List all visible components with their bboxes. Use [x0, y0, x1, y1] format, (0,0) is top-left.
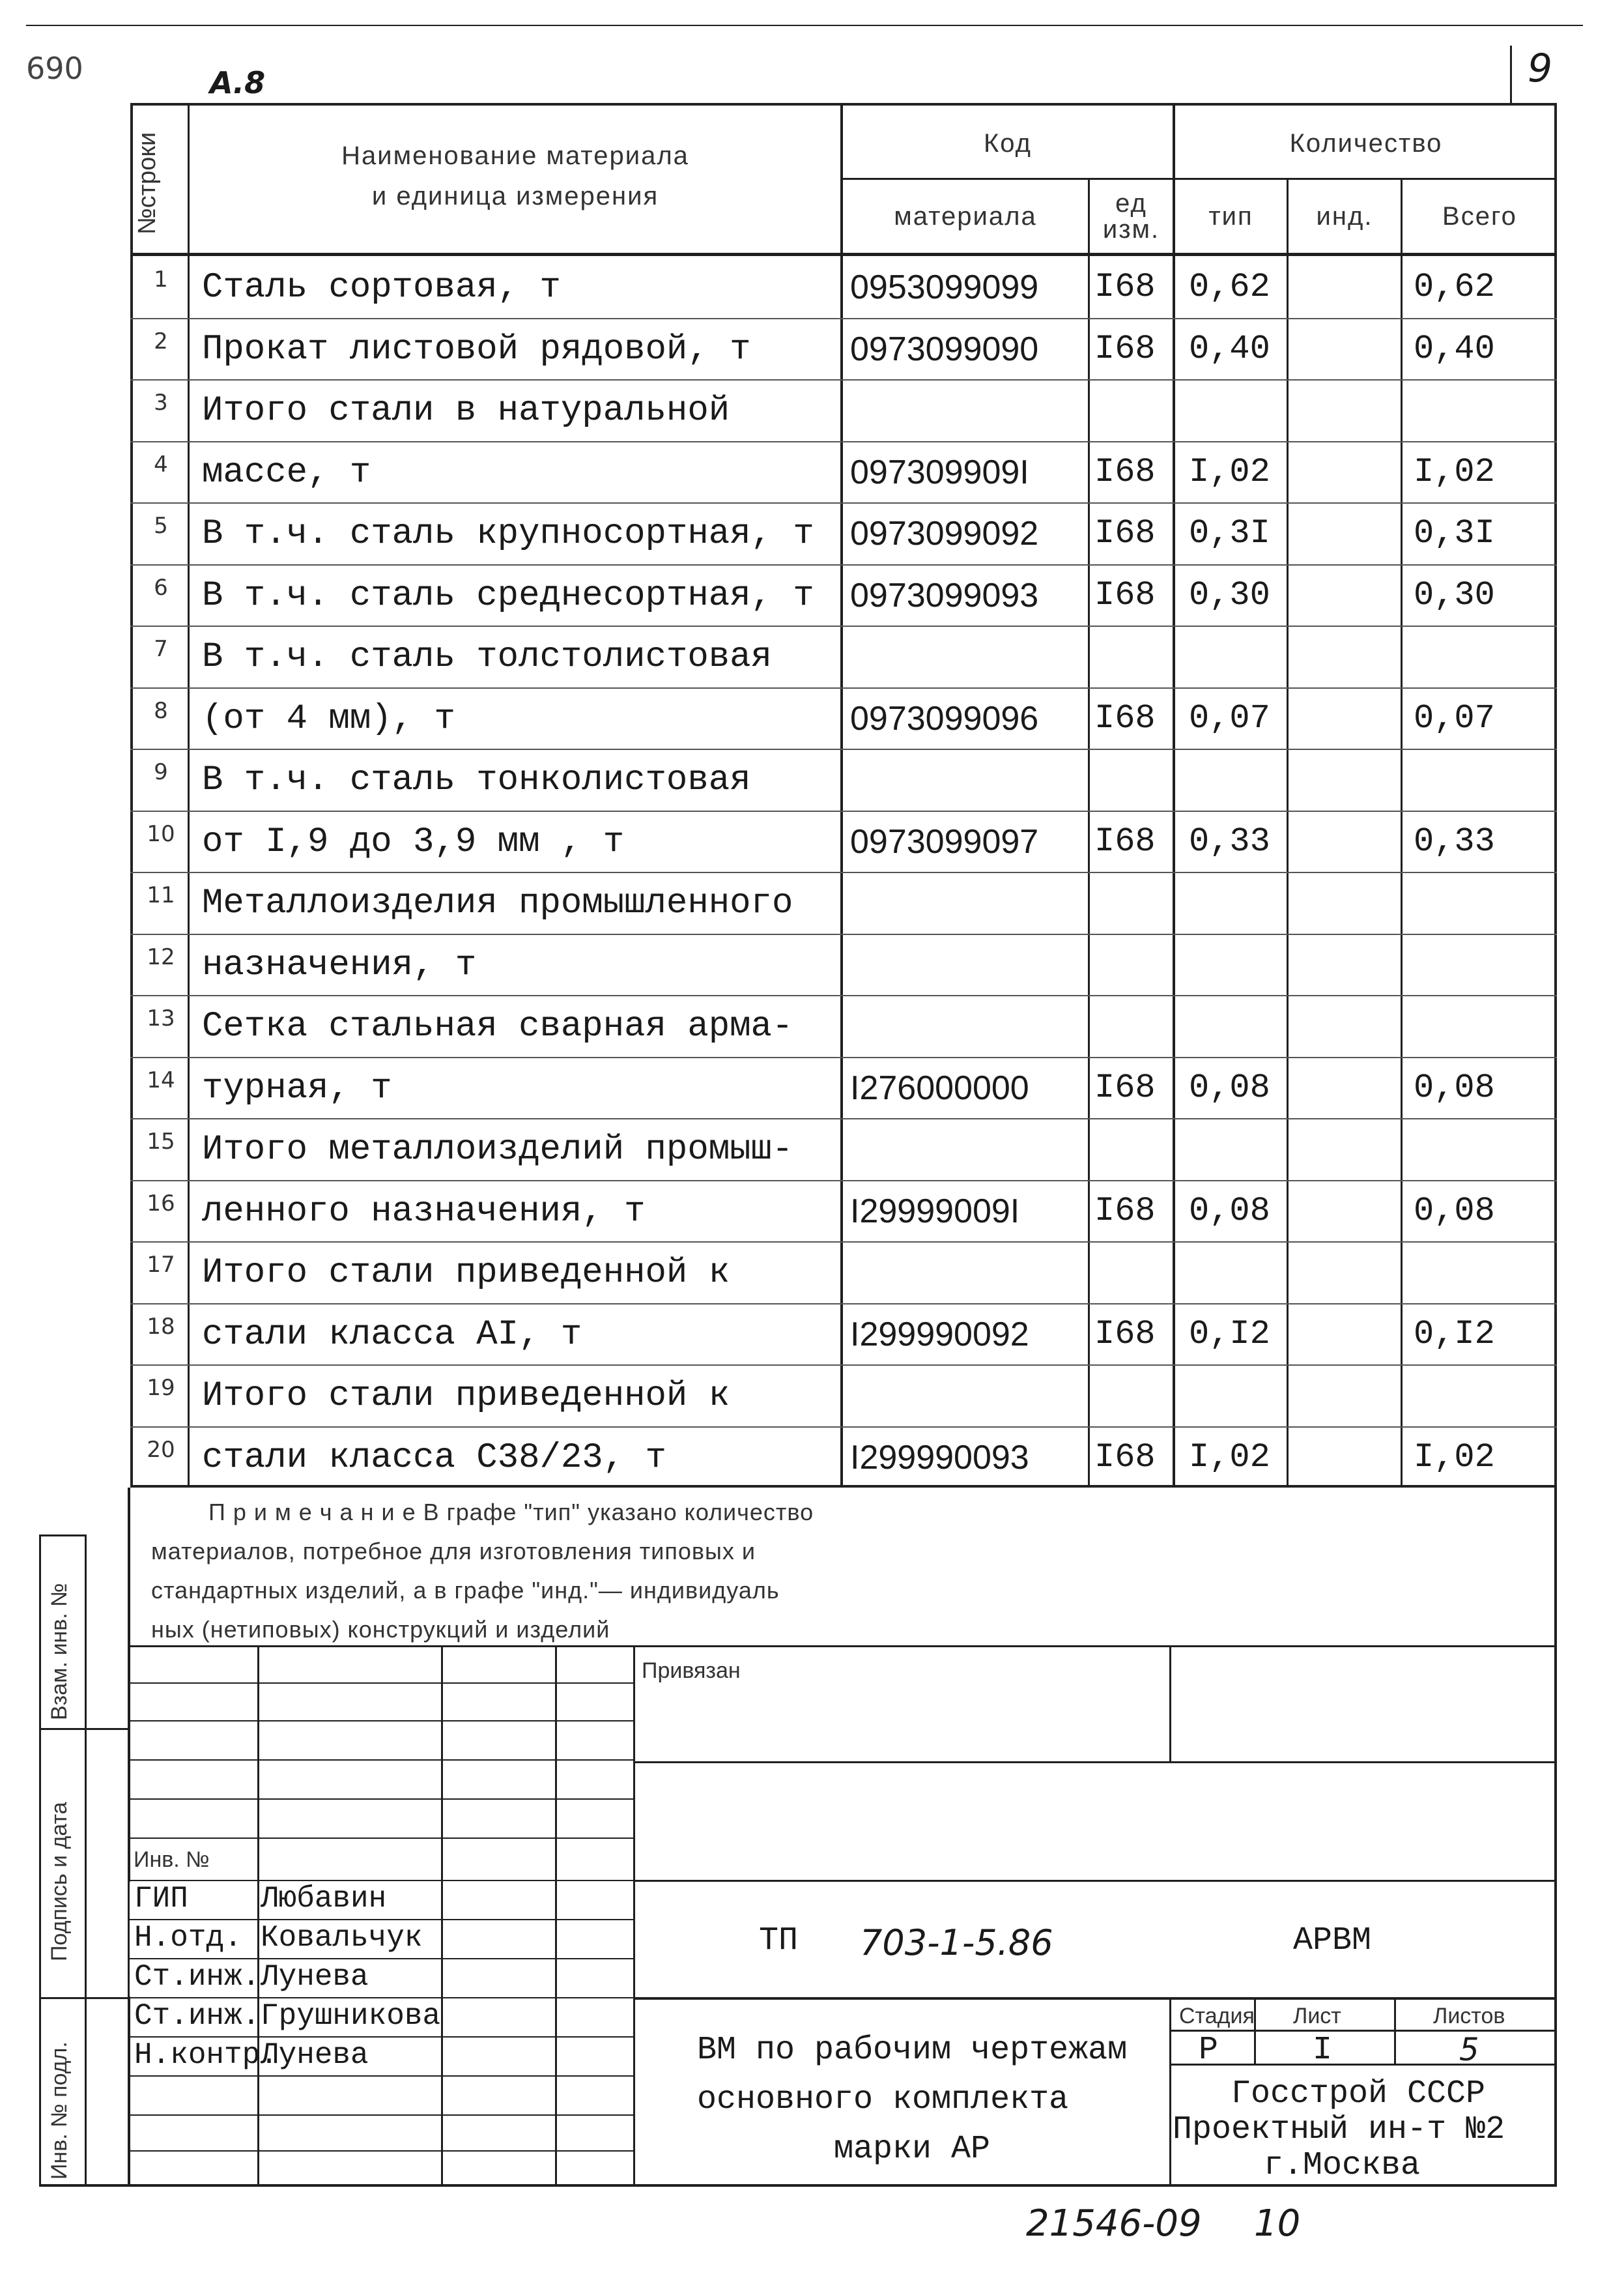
material-code: I299990092 [850, 1315, 1029, 1353]
desc-line-3: марки АР [834, 2131, 991, 2168]
row-line [130, 1364, 1557, 1366]
row-number: 18 [147, 1313, 175, 1340]
sheet-value: I [1313, 2032, 1333, 2069]
material-name: (от 4 мм), т [202, 699, 455, 739]
header-code: Код [983, 129, 1032, 158]
material-code: 0973099092 [850, 515, 1039, 553]
tb-left-row-1 [128, 1682, 633, 1684]
staff-name: Любавин [261, 1882, 387, 1916]
org-line-2: Проектный ин-т №2 [1173, 2111, 1505, 2148]
row-line [130, 1426, 1557, 1428]
unit-code: I68 [1094, 575, 1156, 614]
staff-name: Лунева [261, 1960, 369, 1994]
row-line [130, 564, 1557, 566]
tb-title-top [633, 1880, 1557, 1882]
sheets-value: 5 [1459, 2032, 1479, 2068]
tb-stage-bottom [1169, 2064, 1557, 2066]
tb-left-row-2 [128, 1720, 633, 1722]
material-name: турная, т [202, 1068, 392, 1108]
staff-name: Грушникова [261, 1999, 441, 2033]
unit-code: I68 [1094, 822, 1156, 861]
tb-outer-right [1554, 1488, 1557, 2186]
row-number: 9 [154, 759, 168, 785]
row-number: 13 [147, 1005, 175, 1031]
header-bottom-line [130, 253, 1557, 256]
tb-title-bottom [633, 1997, 1557, 2000]
tb-left-row-9 [128, 1997, 633, 1998]
row-line [130, 379, 1557, 381]
row-number: 19 [147, 1375, 175, 1401]
qty-type: 0,I2 [1189, 1314, 1270, 1353]
row-number: 2 [154, 328, 168, 354]
header-name-line2: и единица измерения [371, 182, 659, 210]
desc-line-1: ВМ по рабочим чертежам [697, 2032, 1128, 2069]
qty-total: 0,40 [1414, 329, 1495, 368]
row-line [130, 1057, 1557, 1058]
staff-name: Ковальчук [261, 1921, 423, 1955]
row-line [130, 749, 1557, 750]
note-line-1: П р и м е ч а н и е В графе "тип" указано количество [208, 1499, 814, 1525]
tb-left-row-5 [128, 1837, 633, 1839]
col-line-type [1287, 178, 1289, 1488]
header-name [190, 111, 841, 241]
qty-total: 0,62 [1414, 268, 1495, 306]
stage-label: Стадия [1179, 2004, 1255, 2028]
material-code: 0953099099 [850, 268, 1039, 306]
tb-left-row-12 [128, 2114, 633, 2116]
note-line-4: ных (нетиповых) конструкций и изделий [151, 1616, 610, 1643]
qty-type: I,02 [1189, 452, 1270, 491]
col-line-code [1088, 178, 1090, 1488]
material-name: Прокат листовой рядовой, т [202, 329, 751, 369]
row-number: 11 [147, 882, 175, 908]
row-line [130, 811, 1557, 812]
page-number-box-divider [1510, 46, 1512, 104]
material-code: 0973099093 [850, 576, 1039, 614]
material-name: В т.ч. сталь среднесортная, т [202, 575, 814, 616]
staff-col-line-3 [555, 1882, 557, 2186]
side-col-right [85, 1535, 87, 2186]
col-line-ind [1401, 178, 1403, 1488]
side-col-bottom [39, 2184, 1557, 2187]
unit-code: I68 [1094, 329, 1156, 368]
qty-type: 0,07 [1189, 699, 1270, 738]
side-label-podpis: Подпись и дата [47, 1802, 72, 1961]
sheets-label: Листов [1433, 2004, 1505, 2028]
staff-name: Лунева [261, 2038, 369, 2072]
material-name: В т.ч. сталь толстолистовая [202, 637, 772, 677]
row-number: 17 [147, 1252, 175, 1278]
side-div-2 [39, 1997, 130, 1999]
material-name: от I,9 до 3,9 мм , т [202, 822, 625, 862]
qty-total: 0,08 [1414, 1068, 1495, 1107]
tb-outer-left [128, 1488, 130, 2186]
staff-row-line-1 [128, 1919, 633, 1920]
row-line [130, 1241, 1557, 1243]
side-col-top [39, 1535, 87, 1536]
unit-code: I68 [1094, 1191, 1156, 1230]
material-name: назначения, т [202, 945, 477, 985]
page-number: 9 [1528, 46, 1553, 91]
staff-col-line-2 [441, 1882, 443, 2186]
side-div-1 [39, 1728, 130, 1730]
unit-code: I68 [1094, 1314, 1156, 1353]
qty-type: 0,3I [1189, 514, 1270, 553]
row-line [130, 1118, 1557, 1119]
tb-left-row-6 [128, 1880, 633, 1881]
material-name: Сталь сортовая, т [202, 268, 561, 308]
row-line [130, 1303, 1557, 1304]
unit-code: I68 [1094, 1437, 1156, 1477]
row-line [130, 318, 1557, 319]
qty-type: 0,33 [1189, 822, 1270, 861]
row-number: 7 [154, 636, 168, 662]
staff-role: Н.отд. [134, 1921, 242, 1955]
tb-left-grid-col4 [633, 1645, 635, 2186]
staff-row-line-2 [128, 1958, 633, 1959]
material-name: Итого стали приведенной к [202, 1376, 730, 1416]
tb-left-row-13 [128, 2150, 633, 2152]
footer-code: 21546-09 [1026, 2202, 1202, 2245]
material-code: I276000000 [850, 1069, 1029, 1107]
qty-type: 0,62 [1189, 268, 1270, 306]
header-qty-ind: инд. [1316, 202, 1373, 231]
material-code: I299990093 [850, 1438, 1029, 1477]
tb-top [128, 1645, 1557, 1647]
material-name: В т.ч. сталь тонколистовая [202, 760, 751, 800]
header-qty-type: тип [1208, 202, 1253, 231]
row-number: 14 [147, 1067, 175, 1093]
row-number: 4 [154, 451, 168, 478]
qty-total: I,02 [1414, 1437, 1495, 1477]
row-line [130, 626, 1557, 627]
col-line-unit [1173, 103, 1175, 1488]
staff-role: Ст.инж. [134, 1960, 261, 1994]
qty-total: I,02 [1414, 452, 1495, 491]
row-number: 1 [154, 267, 168, 293]
album-label: А.8 [210, 65, 266, 100]
header-quantity: Количество [1289, 129, 1443, 158]
unit-code: I68 [1094, 452, 1156, 491]
tb-stage-label-line [1169, 2030, 1557, 2032]
top-border-line [26, 25, 1583, 26]
tb-stage-left [1169, 1997, 1171, 2186]
material-name: Итого стали в натуральной [202, 391, 730, 431]
row-line [130, 872, 1557, 873]
privyazan-label: Привязан [642, 1658, 741, 1683]
qty-type: 0,40 [1189, 329, 1270, 368]
material-name: массе, т [202, 452, 371, 493]
row-number: 6 [154, 574, 168, 601]
row-number: 8 [154, 697, 168, 724]
tb-left-row-11 [128, 2075, 633, 2077]
staff-col-line-1 [257, 1882, 259, 2186]
header-code-material: материала [894, 202, 1037, 231]
material-name: Металлоизделия промышленного [202, 884, 793, 923]
doc-number: 703-1-5.86 [860, 1922, 1053, 1963]
row-number: 3 [154, 390, 168, 416]
header-row-number-text: №строки [134, 132, 161, 235]
sheet-label: Лист [1293, 2004, 1341, 2028]
qty-total: 0,I2 [1414, 1314, 1495, 1353]
qty-total: 0,3I [1414, 514, 1495, 553]
staff-role: Ст.инж. [134, 1999, 261, 2033]
staff-role: ГИП [134, 1882, 188, 1916]
stage-value: Р [1199, 2032, 1219, 2069]
qty-total: 0,33 [1414, 822, 1495, 861]
row-number: 15 [147, 1129, 175, 1155]
header-code-unit-line1: ед [1115, 189, 1147, 218]
desc-line-2: основного комплекта [697, 2081, 1069, 2118]
org-line-1: Госстрой СССР [1231, 2075, 1486, 2112]
tb-privyazan-bottom [633, 1761, 1557, 1763]
row-line [130, 441, 1557, 442]
header-code-unit-line2: изм. [1102, 215, 1160, 244]
row-line [130, 995, 1557, 996]
tb-left-row-3 [128, 1759, 633, 1761]
row-line [130, 934, 1557, 935]
row-number: 5 [154, 513, 168, 539]
unit-code: I68 [1094, 1068, 1156, 1107]
doc-mark: АРВМ [1293, 1922, 1372, 1959]
doc-prefix: ТП [759, 1922, 799, 1959]
note-line-2: материалов, потребное для изготовления типовых и [151, 1538, 756, 1564]
material-code: 097309909I [850, 453, 1029, 491]
qty-type: 0,08 [1189, 1191, 1270, 1230]
footer-page: 10 [1254, 2202, 1301, 2245]
material-name: В т.ч. сталь крупносортная, т [202, 514, 814, 554]
material-name: ленного назначения, т [202, 1191, 646, 1232]
material-code: 0973099097 [850, 822, 1039, 861]
header-qty-total: Всего [1442, 202, 1517, 231]
col-line-rownum [188, 103, 190, 1488]
row-number: 12 [147, 944, 175, 970]
header-name-line1: Наименование материала [341, 141, 689, 170]
qty-total: 0,08 [1414, 1191, 1495, 1230]
material-name: стали класса С38/23, т [202, 1437, 666, 1478]
side-col-left [39, 1535, 41, 2186]
unit-code: I68 [1094, 514, 1156, 553]
material-name: Итого стали приведенной к [202, 1253, 730, 1293]
org-line-3: г.Москва [1264, 2147, 1421, 2184]
staff-role: Н.контр. [134, 2038, 278, 2072]
col-line-name [840, 103, 843, 1488]
side-label-inv-podl: Инв. № подл. [47, 2041, 72, 2180]
header-code-unit [1090, 180, 1173, 253]
tb-left-row-10 [128, 2036, 633, 2038]
qty-total: 0,07 [1414, 699, 1495, 738]
row-line [130, 502, 1557, 504]
material-name: Сетка стальная сварная арма- [202, 1007, 793, 1046]
material-name: стали класса АI, т [202, 1314, 582, 1355]
qty-total: 0,30 [1414, 575, 1495, 614]
row-line [130, 687, 1557, 689]
tb-left-row-4 [128, 1798, 633, 1800]
row-number: 10 [147, 820, 175, 847]
row-line [130, 1180, 1557, 1181]
tb-privyazan-right [1169, 1645, 1171, 1763]
material-code: 0973099090 [850, 330, 1039, 368]
note-line-3: стандартных изделий, а в графе "инд."— индивидуаль [151, 1577, 780, 1604]
qty-type: 0,08 [1189, 1068, 1270, 1107]
side-label-vzam: Взам. инв. № [47, 1583, 72, 1720]
qty-type: I,02 [1189, 1437, 1270, 1477]
material-code: 0973099096 [850, 699, 1039, 738]
material-code: I29999009I [850, 1192, 1020, 1230]
unit-code: I68 [1094, 699, 1156, 738]
qty-type: 0,30 [1189, 575, 1270, 614]
row-number: 16 [147, 1190, 175, 1217]
material-name: Итого металлоизделий промыш- [202, 1130, 793, 1170]
unit-code: I68 [1094, 268, 1156, 306]
inv-no-label: Инв. № [134, 1847, 210, 1872]
archive-number: 690 [26, 51, 83, 86]
row-number: 20 [147, 1436, 175, 1463]
